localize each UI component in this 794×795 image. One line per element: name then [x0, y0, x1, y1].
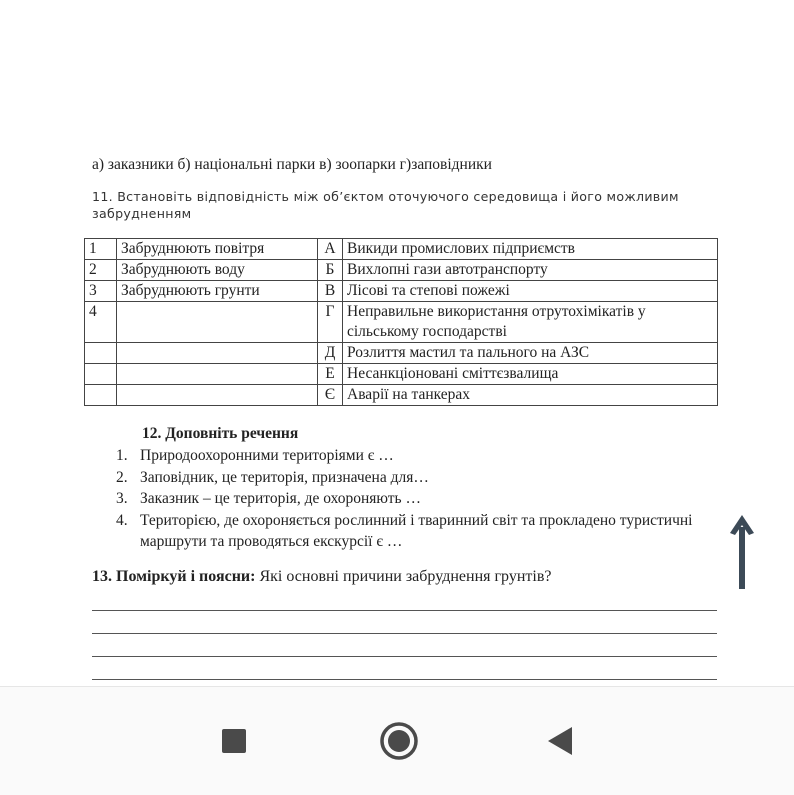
list-item-number: 4.	[116, 511, 128, 529]
arrow-up-icon[interactable]	[730, 515, 754, 589]
question-12-title: 12. Доповніть речення	[142, 425, 299, 442]
square-recents-icon[interactable]	[222, 729, 246, 753]
list-item	[92, 467, 732, 489]
object-cell	[117, 302, 318, 343]
list-item	[92, 510, 732, 553]
letter-cell: В	[318, 281, 343, 302]
table-row	[85, 364, 718, 385]
row-number-cell	[85, 385, 117, 406]
circle-home-icon[interactable]	[379, 721, 419, 761]
android-nav-bar	[0, 686, 794, 795]
list-item-number: 1.	[116, 447, 128, 464]
answer-line	[92, 679, 717, 680]
row-number-cell	[85, 343, 117, 364]
pollution-cell: Лісові та степові пожежі	[343, 281, 718, 302]
table-row	[85, 385, 718, 406]
letter-cell: Г	[318, 302, 343, 343]
pollution-cell: Неправильне використання отрутохімікатів у сільському господарстві	[343, 302, 718, 343]
answer-options-line: а) заказники б) національні парки в) зоопарки г)заповідники	[92, 156, 492, 173]
row-number-cell	[85, 364, 117, 385]
answer-line	[92, 633, 717, 634]
list-item-text: Територією, де охороняється рослинний і тваринний світ та прокладено туристичні маршрути та проводяться екскурсії є …	[140, 511, 693, 550]
pollution-cell: Аварії на танкерах	[343, 385, 718, 406]
object-cell: Забруднюють воду	[117, 260, 318, 281]
object-cell	[117, 385, 318, 406]
pollution-cell: Вихлопні гази автотранспорту	[343, 260, 718, 281]
triangle-back-icon[interactable]	[548, 727, 574, 755]
row-number-cell: 2	[85, 260, 117, 281]
list-item-number: 3.	[116, 490, 128, 507]
list-item	[92, 445, 732, 467]
question-13-label: 13. Поміркуй і поясни:	[92, 568, 256, 585]
question-13	[92, 568, 552, 586]
table-row	[85, 239, 718, 260]
letter-cell: Б	[318, 260, 343, 281]
list-item-text: Природоохоронними територіями є …	[140, 447, 394, 464]
table-row	[85, 281, 718, 302]
object-cell: Забруднюють грунти	[117, 281, 318, 302]
pollution-cell: Розлиття мастил та пального на АЗС	[343, 343, 718, 364]
letter-cell: Є	[318, 385, 343, 406]
table-row	[85, 343, 718, 364]
list-item-number: 2.	[116, 468, 128, 486]
table-row	[85, 302, 718, 343]
object-cell	[117, 364, 318, 385]
list-item	[92, 488, 732, 510]
letter-cell: Е	[318, 364, 343, 385]
letter-cell: Д	[318, 343, 343, 364]
row-number-cell: 1	[85, 239, 117, 260]
table-row	[85, 260, 718, 281]
list-item-text: Заповідник, це територія, призначена для…	[140, 468, 429, 486]
list-item-text: Заказник – це територія, де охороняють …	[140, 490, 421, 507]
row-number-cell: 4	[85, 302, 117, 343]
row-number-cell: 3	[85, 281, 117, 302]
object-cell: Забруднюють повітря	[117, 239, 318, 260]
pollution-cell: Несанкціоновані сміттєзвалища	[343, 364, 718, 385]
question-13-text: Які основні причини забруднення грунтів?	[255, 568, 552, 585]
answer-line	[92, 610, 717, 611]
pollution-cell: Викиди промислових підприємств	[343, 239, 718, 260]
matching-table	[84, 238, 718, 406]
question-12-list	[92, 445, 732, 553]
letter-cell: А	[318, 239, 343, 260]
object-cell	[117, 343, 318, 364]
answer-line	[92, 656, 717, 657]
question-11-text: 11. Встановіть відповідність між об’єктом оточуючого середовища і його можливим забрудненням	[92, 189, 679, 221]
